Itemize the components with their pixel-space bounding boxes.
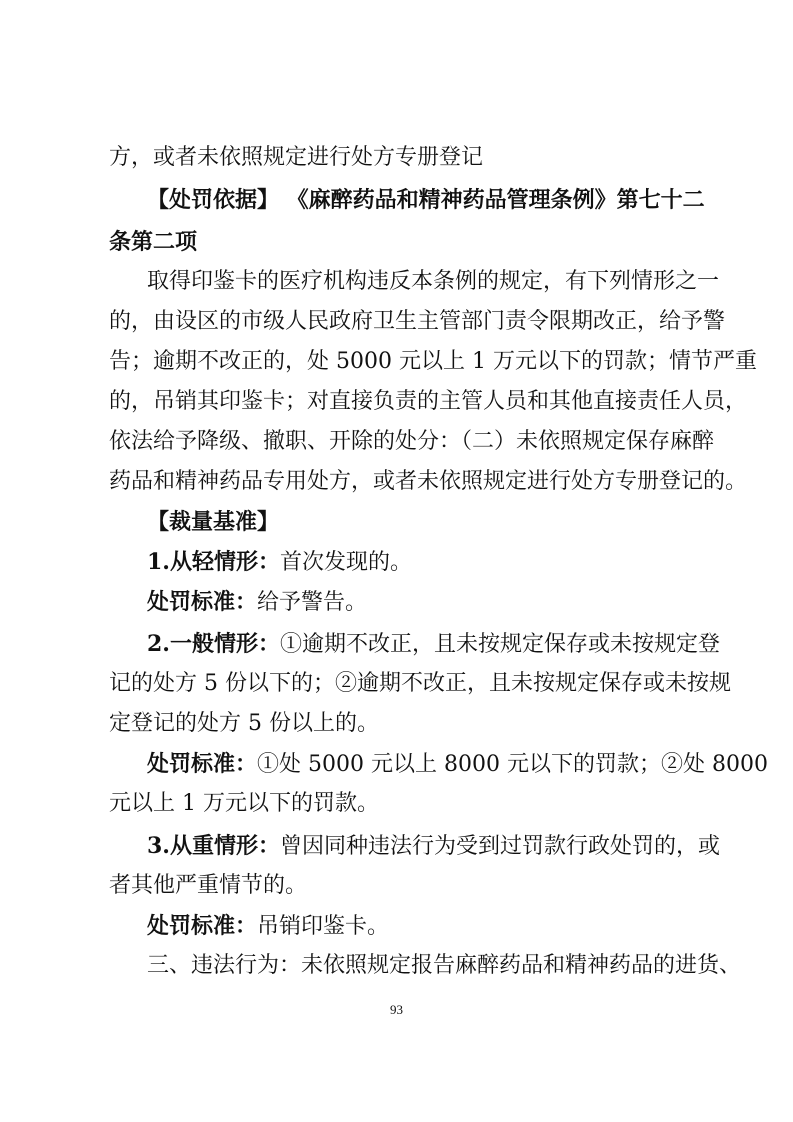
text-line: 的，由设区的市级人民政府卫生主管部门责令限期改正，给予警 (109, 309, 726, 334)
discretion-standard-heading: 【裁量基准】 (147, 509, 280, 535)
text-line: 取得印鉴卡的医疗机构违反本条例的规定，有下列情形之一 (147, 269, 720, 294)
text-line: 告；逾期不改正的，处 5000 元以上 1 万元以下的罚款；情节严重 (109, 349, 757, 374)
penalty-standard-line (147, 906, 689, 947)
text-line: 定登记的处方 5 份以上的。 (109, 711, 379, 736)
section-label: 处罚标准： (147, 589, 258, 615)
text-line: 依法给予降级、撤职、开除的处分：（二）未依照规定保存麻醉 (109, 429, 715, 454)
text-line: 者其他严重情节的。 (109, 873, 308, 898)
penalty-basis-heading: 【处罚依据】 《麻醉药品和精神药品管理条例》第七十二 (147, 187, 705, 213)
section-label: 3.从重情形： (147, 833, 280, 859)
section-text: 首次发现的。 (279, 550, 412, 575)
section-text: 曾因同种违法行为受到过罚款行政处罚的，或 (279, 834, 720, 859)
section-text: ①处 5000 元以上 8000 元以下的罚款；②处 8000 (257, 752, 768, 777)
section-label: 处罚标准： (147, 913, 258, 939)
text-line: 元以上 1 万元以下的罚款。 (109, 791, 379, 816)
violation-heading-line: 三、违法行为：未依照规定报告麻醉药品和精神药品的进货、 (147, 953, 742, 978)
general-circumstances-line (147, 624, 720, 665)
page-number: 93 (390, 1002, 403, 1017)
section-label: 处罚标准： (147, 751, 258, 777)
text-line: 的，吊销其印鉴卡；对直接负责的主管人员和其他直接责任人员， (109, 389, 748, 414)
section-text: ①逾期不改正，且未按规定保存或未按规定登 (279, 632, 720, 657)
section-text: 给予警告。 (257, 590, 368, 615)
text-line: 方，或者未依照规定进行处方专册登记 (109, 145, 484, 170)
section-label: 2.一般情形： (147, 631, 280, 657)
text-line: 记的处方 5 份以下的；②逾期不改正，且未按规定保存或未按规 (109, 671, 731, 696)
mitigating-circumstances-line (147, 542, 689, 583)
section-label: 1.从轻情形： (147, 549, 280, 575)
aggravating-circumstances-line (147, 826, 720, 867)
section-text: 吊销印鉴卡。 (257, 914, 390, 939)
text-line: 药品和精神药品专用处方，或者未依照规定进行处方专册登记的。 (109, 469, 748, 494)
penalty-standard-line (147, 744, 768, 785)
penalty-standard-line (147, 582, 689, 623)
penalty-basis-heading-cont: 条第二项 (109, 229, 198, 255)
